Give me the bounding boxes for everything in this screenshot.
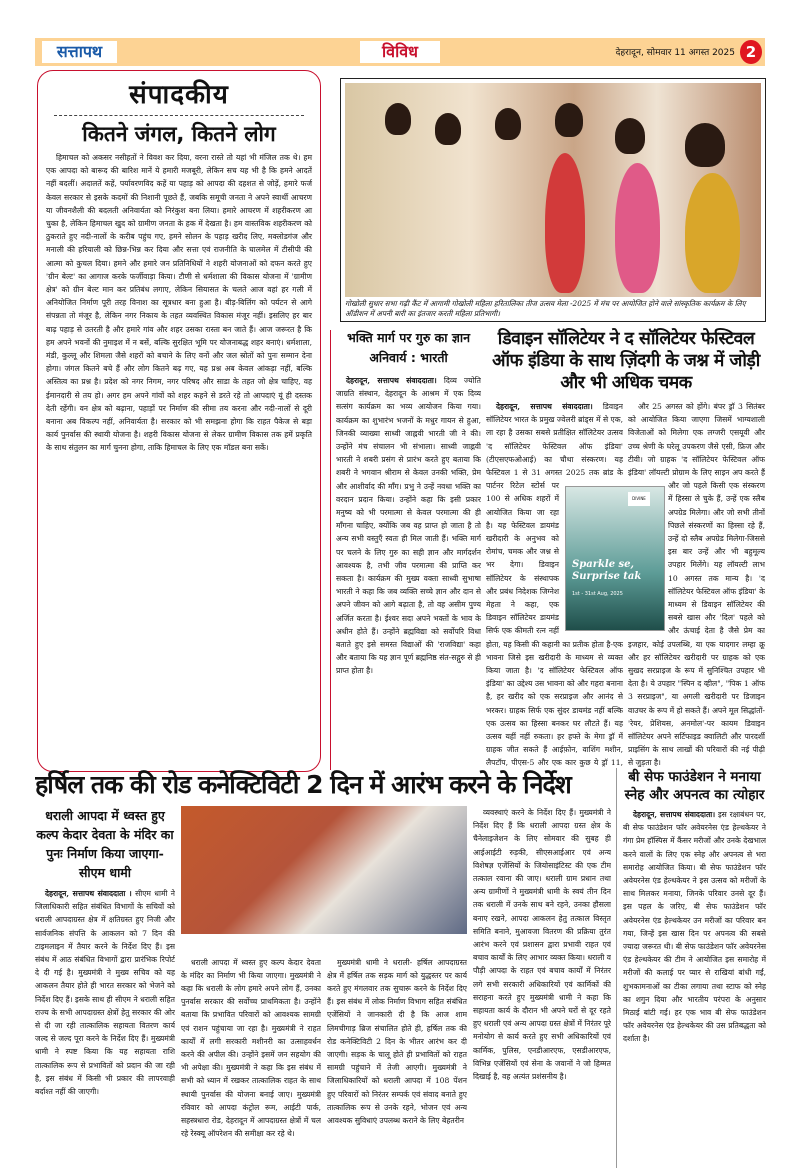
divine-columns [486,400,766,768]
dharali-headline: धराली आपदा में ध्वस्त हुए कल्प केदार देवता के मंदिर का पुनः निर्माण किया जाएगा- सीएम धामी [36,808,174,880]
section-label: विविध [360,41,440,63]
dharali-col-4 [473,806,611,1156]
editorial-title: कितने जंगल, कितने लोग [82,122,276,146]
column-rule [330,330,331,770]
bhakti-body: दिव्य ज्योति जाग्रति संस्थान, देहरादून के आश्रम में एक दिव्य सत्संग कार्यक्रम का भव्य आयोजन किया गया। कार्यक्रम का शुभारंभ भजनों के मधुर गायन से हुआ, जिनकी व्याख्या साध्वी जाह्नवी भारती जी ने की। उन्होंने मंच संचालन भी संभाला। साध्वी जाह्नवी भारती ने शबरी प्रसंग से प्रारंभ करते हुए बताया कि शबरी ने भगवान श्रीराम से केवल उनकी भक्ति, प्रेम और आशीर्वाद की माँग। प्रभु ने उन्हें नवधा भक्ति का वरदान प्रदान किया। उन्होंने कहा कि इसी प्रकार मनुष्य को भी परमात्मा से केवल परमात्मा की ही माँगना चाहिए, क्योंकि जब वह प्राप्त हो जाता है तो अन्य सभी वस्तुएँ स्वतः ही मिल जाती हैं। भक्ति मार्ग पर चलने के लिए गुरु का सही ज्ञान और मार्गदर्शन आवश्यक है, तभी जीव परमात्मा की प्राप्ति कर सकता है। कार्यक्रम की मुख्य वक्ता साध्वी सुभाषा भारती ने कहा कि जब व्यक्ति सच्चे ज्ञान और दान से अपने जीवन को आगे बढ़ाता है, तो वह असीम पुण्य अर्जित करता है। ईश्वर सदा अपने भक्तों के भाव के अधीन होते हैं। उन्होंने ब्रह्मविद्या को सर्वोपरि विधा बताते हुए इसे समस्त विद्याओं की 'राजविद्या' कहा और बताया कि यह ज्ञान पूर्ण ब्रह्मनिष्ठ संत-सद्गुरु से ही प्राप्त होता है। [336,376,481,676]
newspaper-logo: सत्तापथ [42,41,117,63]
dateline: देहरादून, सत्तापथ संवाददाता। [346,376,437,385]
issue-date: देहरादून, सोमवार 11 अगस्त 2025 [615,48,735,58]
bsafe-headline: बी सेफ फाउंडेशन ने मनाया स्नेह और अपनत्व का त्योहार [624,769,765,803]
dharali-mid-columns [181,956,467,1156]
dharali-body-1: सीएम धामी ने जिलाधिकारी सहित संबंधित विभागों के सचिवों को धराली आपदाग्रस्त क्षेत्र में क्षतिग्रस्त हुए निजी और सार्वजनिक संपत्ति के आकलन को 7 दिन की टाइमलाइन में तैयार करने के निर्देश दिए हैं। इस संबंध में आठ संबंधित विभागों द्वारा प्रारंभिक रिपोर्ट दे दी गई है। मुख्यमंत्री ने मुख्य सचिव को यह आकलन तैयार होते ही भारत सरकार को भेजने को निर्देश दिए हैं। इसके साथ ही सीएम ने धराली सहित राज्य के सभी आपदाग्रस्त क्षेत्रों हेतु सरकार की ओर से दी जा रही तात्कालिक सहायता वितरण कार्य जल्द से जल्द पूरा करने के निर्देश दिए हैं। मुख्यमंत्री धामी ने स्पष्ट किया कि यह सहायता राशि तात्कालिक रूप से प्रभावितों को प्रदान की जा रही है, इस संबंध में किसी भी प्रकार की लापरवाही बर्दाश्त नहीं की जाएगी। [35,889,175,1097]
dateline: देहरादून, सत्तापथ संवाददाता। [496,402,593,411]
dharali-body-2: धराली आपदा में ध्वस्त हुए कल्प केदार देवता के मंदिर का निर्माण भी किया जाएगा। मुख्यमंत्री ने कहा कि धराली के लोग हमारे अपने लोग हैं, उनका पुनर्वास सरकार की सर्वोच्च प्राथमिकता है। उन्होंने बताया कि प्रभावित परिवारों को आवश्यक सामग्री एवं राशन पहुंचाया जा रहा है। मुख्यमंत्री ने राहत कार्यों में लगी सरकारी मशीनरी का उत्साहवर्धन करने की अपील की। उन्होंने इसमें जन सहयोग की भी अपेक्षा की। मुख्यमंत्री ने कहा कि इस संबंध में सभी को ध्यान में रखकर तात्कालिक राहत के साथ स्थायी पुनर्वास की योजना बनाई जाए। मुख्यमंत्री रविवार को आपदा कंट्रोल रूम, आईटी पार्क, सहस्त्रधारा रोड, देहरादून में आपदाग्रस्त क्षेत्रों में चल रहे रेस्क्यू ऑपरेशन की समीक्षा कर रहे थे। [181,957,321,1139]
bhakti-article [336,328,481,768]
bsafe-body: इस रक्षाबंधन पर, बी सेफ फाउंडेशन फॉर अवेयरनेस एंड हेल्थकेयर ने गंगा प्रेम हॉस्पिस में कैंसर मरीजों और उनके देखभाल करने वालों के लिए एक स्नेह और अपनत्व से भरा समारोह आयोजित किया। बी सेफ फाउंडेशन फॉर अवेयरनेस एंड हेल्थकेयर ने इस उत्सव को मरीजों के साथ मिलकर मनाया, जिनके परिवार उनसे दूर हैं। इस पहल के जरिए, बी सेफ फाउंडेशन फॉर अवेयरनेस एंड हेल्थकेयर उन मरीजों का परिवार बन गया, जिन्हें इस खास दिन पर अपनत्व की सबसे ज्यादा जरूरत थी। बी सेफ फाउंडेशन फॉर अवेयरनेस एंड हेल्थकेयर की टीम ने आयोजित इस समारोह में मरीजों की कलाई पर प्यार से राखियां बांधी गईं, शुभकामनाओं का टीका लगाया तथा स्टाफ को स्नेह का शगुन दिया और भारतीय परंपरा के अनुसार मिठाई बांटी गई। हर एक भाव बी सेफ फाउंडेशन फॉर अवेयरनेस एंड हेल्थकेयर की उस प्रतिबद्धता को दर्शाता है। [623,810,766,1044]
editorial-body: हिमाचल को अकसर नसीहतों ने विवश कर दिया, वरना रास्ते तो यहां भी मंजिल तक थे। हम एक आपदा को बारूद की बारिश मानें ये हमारी मजबूरी, लेकिन सच यह भी है कि हमने आदतें नहीं बदलीं। अदालतें कहें, पर्यावरणविद कहें या पहाड़ को आपदा की दहशत से जोड़ें, हमारे फर्ज केवल सरकार से इसके कदमों की निशानी पूछते हैं, जबकि समूची जनता ने अपने स्वार्थी आचरण या जीवनशैली की बदलती अनिवार्यता को निरंकुश बना लिया। हमारे आचरण में शहरीकरण आ चुका है, लेकिन हिमाचल खुद को ग्रामीण जनता के हक में देखता है। हम वास्तविक शहरीकरण को ठुकराते हुए नदी-नालों के करीब पहुंच गए, हमने सोलन के पहाड़ खरीद लिए, मक्लोडगंज और मनाली की हरियाली को छिन्न-भिन्न कर दिया और सत्ता एवं राजनीति के घालमेल में टीसीपी की आत्मा को कुचल दिया। हमने और हमारे जन प्रतिनिधियों ने शहरी योजनाओं को दफन करते हुए 'ग्रीन बेल्ट' का आगाज करके फर्जीवाड़ा किया। टौणी से धर्मशाला की विकास योजना में 'ग्रामीण क्षेत्र' को ग्रीन बेल्ट मान कर प्रतिबंध लगाए, लेकिन सियासत के चलते आज वहां हर गली में अनियोजित निर्माण पूरी तरह विनाश का सूत्रधार बना हुआ है। बीड़-बिलिंग को पर्यटन से आगे संपन्नता तो मंजूर है, लेकिन नगर निकाय के तहत व्यवस्थित विकास मंजूर नहीं। इसलिए हर बार बाढ़ पहाड़ से उतरती है और हमारे गांव और शहर उसका रास्ता बन जाते हैं। आज जरूरत है कि हम अपने भवनों की नुमाइश में न बसें, बल्कि सुरक्षित भूमि पर योजनाबद्ध शहर बनाएं। धर्मशाला, मंडी, कुल्लू और शिमला जैसे शहरों को बचाने के लिए वनों और जल स्रोतों को पुनः सम्मान देना होगा। जंगल कितने बचे हैं और लोग कितने बढ़ गए, यह प्रश्न अब केवल आंकड़ा नहीं, बल्कि अस्तित्व का प्रश्न है। प्रदेश को नगर निगम, नगर परिषद और साडा के तहत जो क्षेत्र चाहिए, वह ईमानदारी से तय हो। अगर हम अपने गांवों को शहर कहने से डरते रहे तो आपदाएं यूं ही दस्तक देती रहेंगी। वन क्षेत्र को बढ़ाना, पहाड़ों पर निर्माण की सीमा तय करना और नदी-नालों से दूरी बनाना अब विकल्प नहीं, अनिवार्यता है। सरकार को भी समझना होगा कि राहत पैकेज से बड़ा कार्य पुनर्वास की स्थायी योजना है। शहरी विकास योजना से लेकर ग्रामीण विकास तक हमें प्रकृति के साथ संतुलन का मार्ग चुनना होगा, ताकि हिमाचल के लिए एक मॉडल बना सकें। [46,153,312,453]
dharali-body-4: व्यवस्थाएं करने के निर्देश दिए हैं। मुख्यमंत्री ने निर्देश दिए हैं कि धराली आपदा ग्रस्त क्षेत्र के चैनेलाइजेशन के लिए सोमवार की सुबह ही आईआईटी रुड़की, सीएसआईआर एवं अन्य विशेषज्ञ एजेंसियों के जियोसाइंटिस्ट की एक टीम तत्काल रवाना की जाए। धराली ग्राम प्रधान तथा अन्य ग्रामीणों ने मुख्यमंत्री धामी के स्वयं तीन दिन तक धराली में उनके साथ बने रहने, उनका हौसला बनाए रखने, आपदा आकलन हेतु तत्काल विस्तृत समिति बनाने, मुआवजा वितरण की प्रक्रिया तुरंत आरंभ करने एवं प्रशासन द्वारा प्रभावी राहत एवं बचाव कार्यों के लिए आभार व्यक्त किया। धराली व पौड़ी आपदा के राहत एवं बचाव कार्यों में निरंतर लगे सभी सरकारी अधिकारियों एवं कार्मिकों की सराहना करते हुए मुख्यमंत्री धामी ने कहा कि सहायता कार्य के दौरान भी अपने घरों से दूर रहते हुए धराली एवं अन्य आपदा ग्रस्त क्षेत्रों में निरंतर पूरे मनोयोग से कार्य करते हुए सभी अधिकारियों एवं कार्मिक, पुलिस, एनडीआरएफ, एसडीआरएफ, विभिन्न एजेंसियों एवं सेना के जवानों ने जो हिम्मत दिखाई है, वह अत्यंत प्रशंसनीय है। [473,808,611,1082]
divine-article [486,328,766,768]
lead-headline: हर्षिल तक की रोड कनेक्टिविटी 2 दिन में आरंभ करने के निर्देश [35,770,571,799]
dharali-col-3 [327,956,467,1156]
dharali-col-2 [181,956,321,1156]
cm-meeting-photo [181,806,467,934]
dharali-col-1 [35,806,175,1156]
photo-feature [340,78,766,322]
page-number: 2 [740,40,762,64]
women-participants-photo [345,83,761,297]
bsafe-article [616,768,766,1168]
dharali-body-3: मुख्यमंत्री धामी ने धराली- हर्षिल आपदाग्रस्त क्षेत्र में हर्षिल तक सड़क मार्ग को युद्धस्तर पर कार्य करते हुए मंगलवार तक सुचारू करने के निर्देश दिए हैं। इस संबंध में लोक निर्माण विभाग सहित संबंधित एजेंसियों ने जानकारी दी है कि आज शाम लिमचीगाड़ ब्रिज संचालित होते ही, हर्षिल तक की रोड कनेक्टिविटी 2 दिन के भीतर आरंभ कर दी जाएगी। सड़क के चालू होते ही प्रभावितों को राहत सामग्री पहुंचाने में तेजी आएगी। मुख्यमंत्री ने जिलाधिकारियों को धराली आपदा में 108 पेंशन हुए परिवारों को निरंतर सम्पर्क एवं संवाद बनाते हुए तात्कालिक रूप से उनके रहने, भोजन एवं अन्य आवश्यक सुविधाएं उपलब्ध कराने के लिए बेहतरीन [327,957,467,1126]
ad-dates: 1st - 31st Aug, 2025 [572,591,623,597]
lead-grid [35,806,613,1156]
photo-caption: गोखोली सुधार सभा गढ़ी कैंट में आगामी गोखोली महिला हरितालिका तीज उत्सव मेला -2025 में मंच पर आयोजित होने वाले सांस्कृतिक कार्यक्रम के लिए ऑडीशन में अपनी बारी का इंतजार करती महिला प्रतिभागी। [345,299,746,318]
editorial-box [37,70,321,772]
lead-story [35,770,613,1170]
dateline: देहरादून, सत्तापथ संवाददाता । [45,889,132,898]
divider [54,115,304,116]
bhakti-headline: भक्ति मार्ग पर गुरु का ज्ञान अनिवार्य : भारती [346,330,471,365]
brand-logo: DIVINE [628,492,650,506]
ad-headline: Sparkle se, Surprise tak [572,559,642,582]
divine-solitaire-ad [565,486,665,631]
divine-body-2: और 25 अगस्त को होंगे। बंपर ड्रॉ 3 सितंबर को आयोजित किया जाएगा जिसमें भाग्यशाली विजेताओं को मिलेगा एक लग्जरी एसयूवी और उच्च श्रेणी के घरेलू उपकरण जैसे एसी, फ्रिज और टीवी। जो ग्राहक 'द सॉलिटेयर फेस्टिवल ऑफ इंडिया' लॉयल्टी प्रोग्राम के लिए साइन अप करते हैं और जो पहले किसी एक संस्करण में हिस्सा ले चुके हैं, उन्हें एक स्लैब अपग्रेड मिलेगा। और जो सभी तीनों पिछले संस्करणों का हिस्सा रहे हैं, उन्हें दो स्लैब अपग्रेड मिलेगा-जिससे इस बार उन्हें और भी बहुमूल्य उपहार मिलेंगे। यह लॉयल्टी लाभ 10 अगस्त तक मान्य है। 'द सॉलिटेयर फेस्टिवल ऑफ इंडिया' के माध्यम से डिवाइन सॉलिटेयर की सबसे खास और 'दिल' पहले को और ऊंचाई देता है जैसे प्रेम का इजहार, कोई उपलब्धि, या एक यादगार लम्हा क्रू और हर सॉलिटेयर खरीदारी पर ग्राहक को एक सुखद सरप्राइज के रूप में सुनिश्चित उपहार भी देता है। ये उपहार "स्पिन द व्हील", "पिक 1 ऑफ 3 सरप्राइज", या अगली खरीदारी पर डिजाइन वाउचर के रूप में हो सकते हैं। अपने मूल सिद्धांतों-'रेयर, प्रेशियस, अनमोल'-पर कायम डिवाइन सॉलिटेयर अपने सर्टिफाइड क्वालिटी और पारदर्शी प्राइसिंग के साथ लाखों की परिवारों की नई पीढ़ी से जुड़ता है। [628,402,765,768]
divine-body-1: डिवाइन सॉलिटेयर भारत के प्रमुख ज्वेलरी ब्रांड्स में से एक, ला रहा है उसका सबसे प्रतीक्षित सॉलिटेयर उत्सव 'द सॉलिटेयर फेस्टिवल ऑफ इंडिया' (टीएसएफओआई) का चौथा संस्करण। यह फेस्टिवल 1 से 31 अगस्त 2025 तक ब्रांड के पार्टनर रिटेल स्टोर्स पर 100 से अधिक शहरों में आयोजित किया जा रहा है। यह फेस्टिवल डायमंड खरीदारी के अनुभव को रोमांच, चमक और जश्न से भर देगा। डिवाइन सॉलिटेयर के संस्थापक और प्रबंध निदेशक जिग्नेश मेहता ने कहा, एक डिवाइन सॉलिटेयर डायमंड सिर्फ एक कीमती रत्न नहीं होता, यह किसी की कहानी का प्रतीक होता है-एक भावना जिसे इस खरीदारी के माध्यम से व्यक्त किया जाता है। 'द सॉलिटेयर फेस्टिवल ऑफ इंडिया' का उद्देश्य उस भावना को और गहरा बनाना है, हर खरीद को एक सरप्राइज और आनंद से भरकर। ग्राहक सिर्फ एक सुंदर डायमंड नहीं बल्कि एक उत्सव का हिस्सा बनकर घर लौटते हैं। यह उत्सव यहीं नहीं रुकता। हर हफ्ते के मेगा ड्रॉ में ग्राहक जीत सकते हैं आईफ़ोन, वाशिंग मशीन, लैपटॉप, पीएस-5 और एक कार कुछ ये ड्रॉ 11, [486,402,623,768]
editorial-label: संपादकीय [129,80,229,110]
dateline: देहरादून, सत्तापथ संवाददाता। [633,810,716,819]
divine-headline: डिवाइन सॉलिटेयर ने द सॉलिटेयर फेस्टिवल ऑफ इंडिया के साथ ज़िंदगी के जश्न में जोड़ी और भी अधिक चमक [492,329,760,393]
